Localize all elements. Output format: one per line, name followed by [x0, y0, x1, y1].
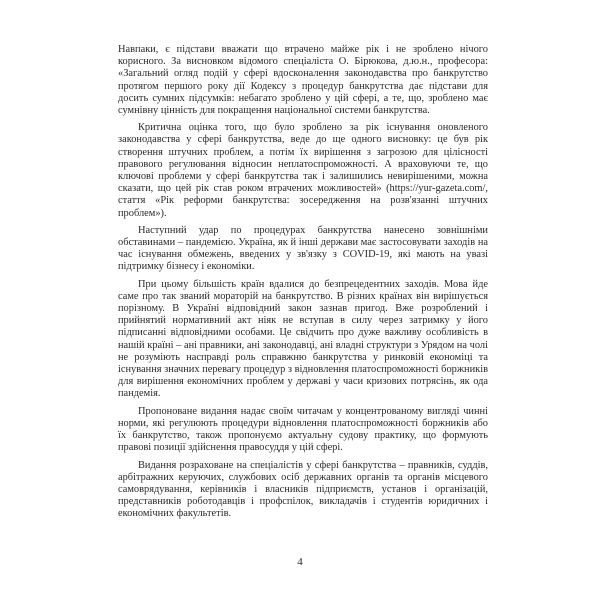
paragraph-2: Критична оцінка того, що було зроблено за рік існування оновленого законодавства у сфері банкрутства, веде до ще одного висновку: це був рік створення штучних проблем, а потім їх вирішення з загрозою для цілісності правового регулювання відносин неплатоспроможності. А враховуючи те, що ключові проблеми у сфері банкрутства так і залишились невирішеними, можна сказати, що цей рік став роком втрачених можливостей» (https://yur-gazeta.com/, стаття «Рік реформи банкрутства: зосередження на розв'язанні штучних проблем»).: [118, 122, 488, 219]
paragraph-4: При цьому більшість країн вдалися до безпрецедентних заходів. Мова йде саме про так званий мораторій на банкрутство. В різних країнах він вирішується порізному. В Україні відповідний закон зазнав пригод. Вже розроблений і прийнятий нормативний акт ніяк не вступав в силу через затримку у його підписанні відповідними особами. Це свідчить про дуже важливу особливість в нашій країні – ані правники, ані законодавці, ані владні структури з Урядом на чолі не розуміють насправді роль справжню банкрутства у ринковій економіці та існування значних перевагу процедур з відновлення платоспроможності боржників для вирішення економічних проблем у державі у часи кризових потрясінь, як ода пандемія.: [118, 278, 488, 400]
paragraph-3: Наступний удар по процедурах банкрутства нанесено зовнішніми обставинами – пандемією. Україна, як й інші держави має застосовувати заходів на час існування обмежень, введених у зв'язку з COVID-19, які мають на увазі підтримку бізнесу і економіки.: [118, 224, 488, 273]
page-number: 4: [297, 556, 303, 568]
paragraph-5: Пропоноване видання надає своїм читачам у концентрованому вигляді чинні норми, які регулюють процедури відновлення платоспроможності боржників або їх банкрутство, також пропонуємо актуальну судову практику, що формують правові позиції здійснення правосуддя у цій сфері.: [118, 405, 488, 454]
page-body: [118, 44, 488, 526]
paragraph-6: Видання розраховане на спеціалістів у сфері банкрутства – правників, суддів, арбітражних керуючих, службових осіб державних органів та органів місцевого самоврядування, керівників і власників підприємств, установ і організацій, представників роботодавців і профспілок, викладачів і студентів юридичних і економічних факультетів.: [118, 459, 488, 520]
paragraph-1: Навпаки, є підстави вважати що втрачено майже рік і не зроблено нічого корисного. За висновком відомого спеціаліста О. Бірюкова, д.ю.н., професора: «Загальний огляд подій у сфері вдосконалення законодавства про банкрутство протягом першого року дії Кодексу з процедур банкрутства дає підстави для досить сумних підсумків: небагато зроблено у цій сфері, а те, що, зроблено має сумнівну цінність для покращення національної системи банкрутства.: [118, 44, 488, 117]
